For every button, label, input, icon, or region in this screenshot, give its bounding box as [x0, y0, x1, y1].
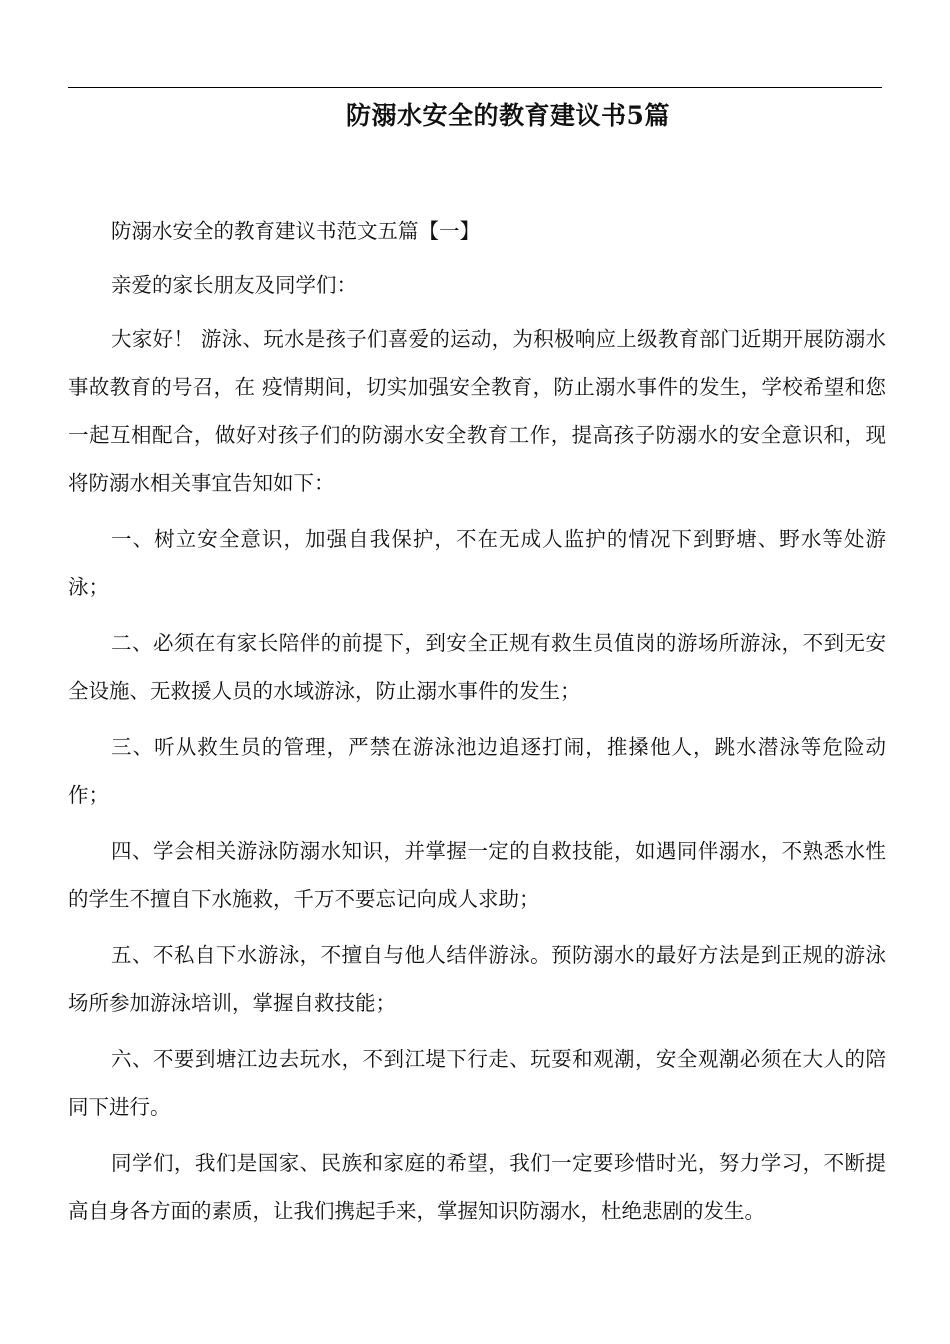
document-title: 防溺水安全的教育建议书5篇 [346, 101, 670, 130]
paragraph-item-2: 二、必须在有家长陪伴的前提下，到安全正规有救生员值岗的游场所游泳，不到无安全设施、无救援人员的水域游泳，防止溺水事件的发生； [68, 631, 886, 703]
section-heading: 防溺水安全的教育建议书范文五篇【一】 [111, 219, 481, 243]
header-rule [68, 87, 882, 88]
paragraph-item-6: 六、不要到塘江边去玩水，不到江堤下行走、玩耍和观潮，安全观潮必须在大人的陪同下进行。 [68, 1047, 886, 1119]
greeting: 亲爱的家长朋友及同学们： [111, 273, 358, 297]
paragraph-item-3: 三、听从救生员的管理，严禁在游泳池边追逐打闹，推搡他人，跳水潜泳等危险动作； [68, 735, 886, 807]
document-body [68, 207, 886, 1243]
paragraph-intro: 大家好！ 游泳、玩水是孩子们喜爱的运动，为积极响应上级教育部门近期开展防溺水事故教育的号召，在 疫情期间，切实加强安全教育，防止溺水事件的发生，学校希望和您一起互相配合，做好对孩子们的防溺水安全教育工作，提高孩子防溺水的安全意识和，现将防溺水相关事宜告知如下： [68, 327, 886, 495]
paragraph-item-5: 五、不私自下水游泳，不擅自与他人结伴游泳。预防溺水的最好方法是到正规的游泳场所参加游泳培训，掌握自救技能； [68, 943, 886, 1015]
paragraph-item-1: 一、树立安全意识，加强自我保护，不在无成人监护的情况下到野塘、野水等处游泳； [68, 527, 886, 599]
paragraph-closing: 同学们，我们是国家、民族和家庭的希望，我们一定要珍惜时光，努力学习，不断提高自身各方面的素质，让我们携起手来，掌握知识防溺水，杜绝悲剧的发生。 [68, 1151, 886, 1223]
paragraph-item-4: 四、学会相关游泳防溺水知识，并掌握一定的自救技能，如遇同伴溺水，不熟悉水性的学生不擅自下水施救，千万不要忘记向成人求助； [68, 839, 886, 911]
